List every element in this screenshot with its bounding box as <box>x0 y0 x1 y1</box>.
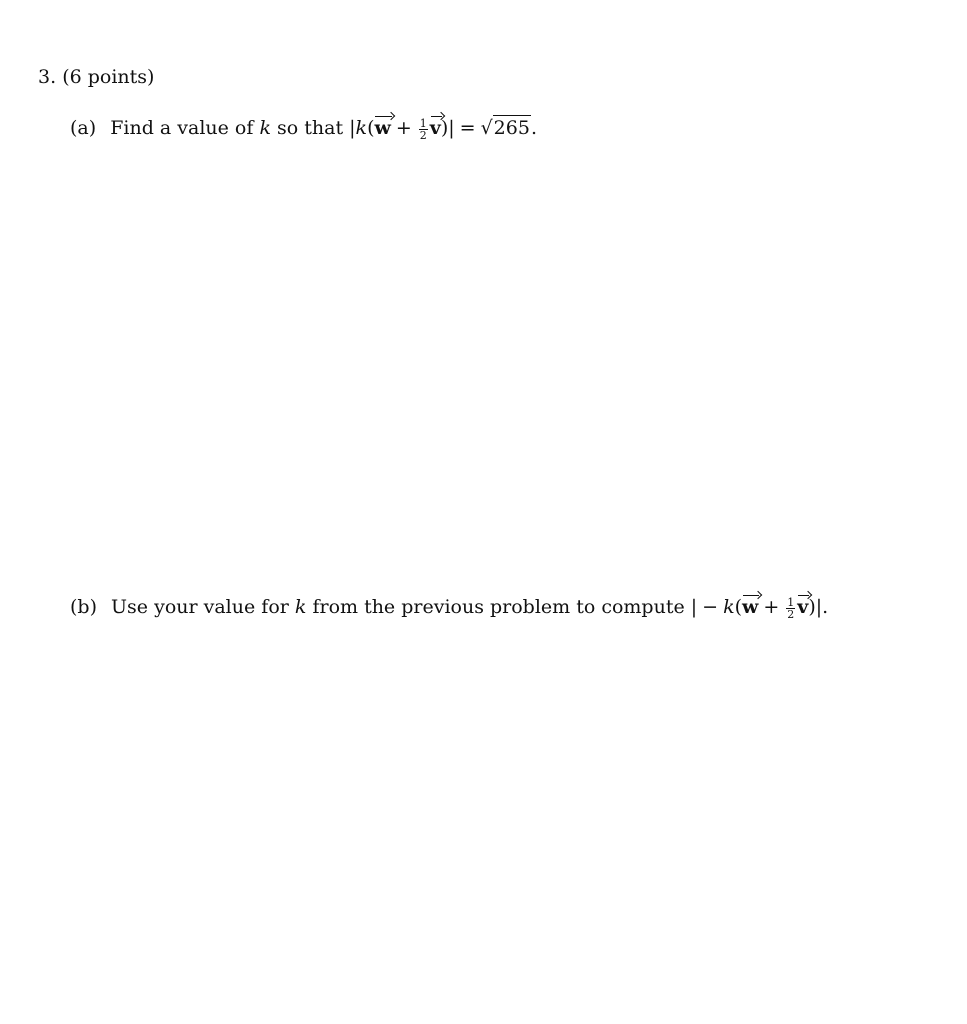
abs-bar-right: | <box>448 117 455 139</box>
paren-close: ) <box>440 117 449 139</box>
vector-w: w <box>374 113 390 139</box>
fraction-denominator: 2 <box>787 607 795 621</box>
square-root <box>481 115 531 139</box>
part-b-variable-k: k <box>294 596 307 618</box>
part-b-label: (b) <box>70 596 97 618</box>
part-b-expression <box>690 595 829 621</box>
problem-header <box>38 66 154 88</box>
fraction-numerator: 1 <box>419 116 427 130</box>
radicand: 265 <box>493 117 530 139</box>
part-a-expression <box>349 116 537 142</box>
fraction-one-half <box>786 597 795 620</box>
problem-number: 3. <box>38 66 57 88</box>
equals-sign: = <box>459 117 476 139</box>
scalar-k: k <box>723 596 735 618</box>
plus-sign: + <box>395 117 412 139</box>
paren-open: ( <box>734 596 743 618</box>
plus-sign: + <box>763 596 780 618</box>
abs-bar-right: | <box>815 596 823 618</box>
period: . <box>530 117 537 139</box>
part-a-text-2: so that <box>277 117 344 139</box>
fraction-one-half <box>419 118 428 141</box>
minus-sign: − <box>702 596 719 618</box>
part-b-text-2: from the previous problem to compute <box>312 596 685 618</box>
part-b-text: Use your value for <box>111 596 289 618</box>
vector-v: v <box>797 592 808 618</box>
sqrt-sign: √ <box>480 117 493 139</box>
vector-w: w <box>742 592 758 618</box>
fraction-numerator: 1 <box>787 595 795 609</box>
abs-bar-left: | <box>690 596 698 618</box>
problem-points: (6 points) <box>62 66 155 88</box>
period: . <box>822 596 829 618</box>
abs-bar-left: | <box>349 117 356 139</box>
part-a <box>70 113 537 141</box>
part-a-variable-k: k <box>259 117 271 139</box>
paren-open: ( <box>367 117 375 139</box>
part-a-text: Find a value of <box>110 117 254 139</box>
fraction-denominator: 2 <box>419 128 427 142</box>
part-a-label: (a) <box>70 117 97 139</box>
vector-v: v <box>430 113 441 139</box>
scalar-k: k <box>355 117 368 139</box>
paren-close: ) <box>808 596 816 618</box>
part-b <box>70 592 828 620</box>
